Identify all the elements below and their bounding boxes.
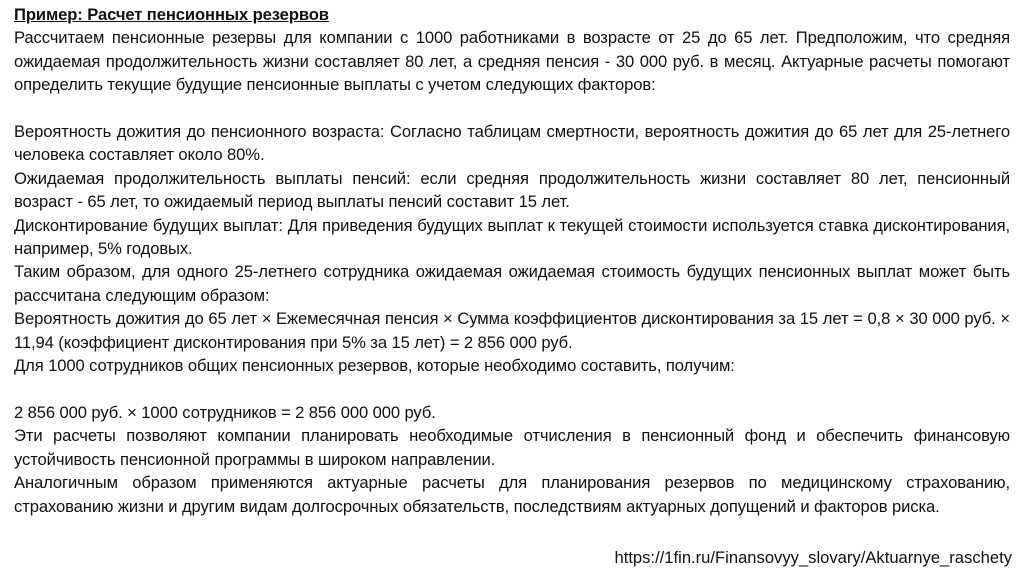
intro-paragraph: Рассчитаем пенсионные резервы для компании с 1000 работниками в возрасте от 25 до 65 лет. Предположим, что средняя ожидаемая продолжительность жизни составляет 80 лет, а средняя пенсия - 30 000 руб. в месяц. Актуарные расчеты помогают определить текущие будущие пенсионные выплаты с учетом следующих факторов: (14, 28, 1010, 95)
spacer (14, 97, 1010, 120)
similar-application-paragraph: Аналогичным образом применяются актуарные расчеты для планирования резервов по медицинскому страхованию, страхованию жизни и другим видам долгосрочных обязательств, последствиям актуарных допущений и факторов риска. (14, 473, 1010, 516)
discounting-paragraph: Дисконтирование будущих выплат: Для приведения будущих выплат к текущей стоимости используется ставка дисконтирования, например, 5% годовых. (14, 215, 1010, 259)
total-result-paragraph: 2 856 000 руб. × 1000 сотрудников = 2 856 000 000 руб. (14, 402, 436, 422)
planning-paragraph: Эти расчеты позволяют компании планировать необходимые отчисления в пенсионный фонд и обеспечить финансовую устойчивость пенсионной программы в широком направлении. (14, 426, 1010, 469)
spacer (14, 377, 1010, 400)
formula-paragraph: Вероятность дожития до 65 лет × Ежемесячная пенсия × Сумма коэффициентов дисконтирования за 15 лет = 0,8 × 30 000 руб. × 11,94 (коэффициент дисконтирования при 5% за 15 лет) = 2 856 000 руб. (14, 309, 1010, 352)
slide-content (14, 3, 1010, 518)
total-employees-paragraph: Для 1000 сотрудников общих пенсионных резервов, которые необходимо составить, получим: (14, 356, 735, 376)
payout-period-paragraph: Ожидаемая продолжительность выплаты пенсий: если средняя продолжительность жизни составляет 80 лет, пенсионный возраст - 65 лет, то ожидаемый период выплаты пенсий составит 15 лет. (14, 168, 1010, 212)
slide-title: Пример: Расчет пенсионных резервов (14, 5, 329, 24)
single-employee-paragraph: Таким образом, для одного 25-летнего сотрудника ожидаемая ожидаемая стоимость будущих пенсионных выплат может быть рассчитана следующим образом: (14, 262, 1010, 305)
source-link[interactable]: https://1fin.ru/Finansovyy_slovary/Aktuarnye_raschety (614, 548, 1012, 567)
survival-probability-paragraph: Вероятность дожития до пенсионного возраста: Согласно таблицам смертности, вероятность дожития до 65 лет для 25-летнего человека составляет около 80%. (14, 122, 1010, 165)
